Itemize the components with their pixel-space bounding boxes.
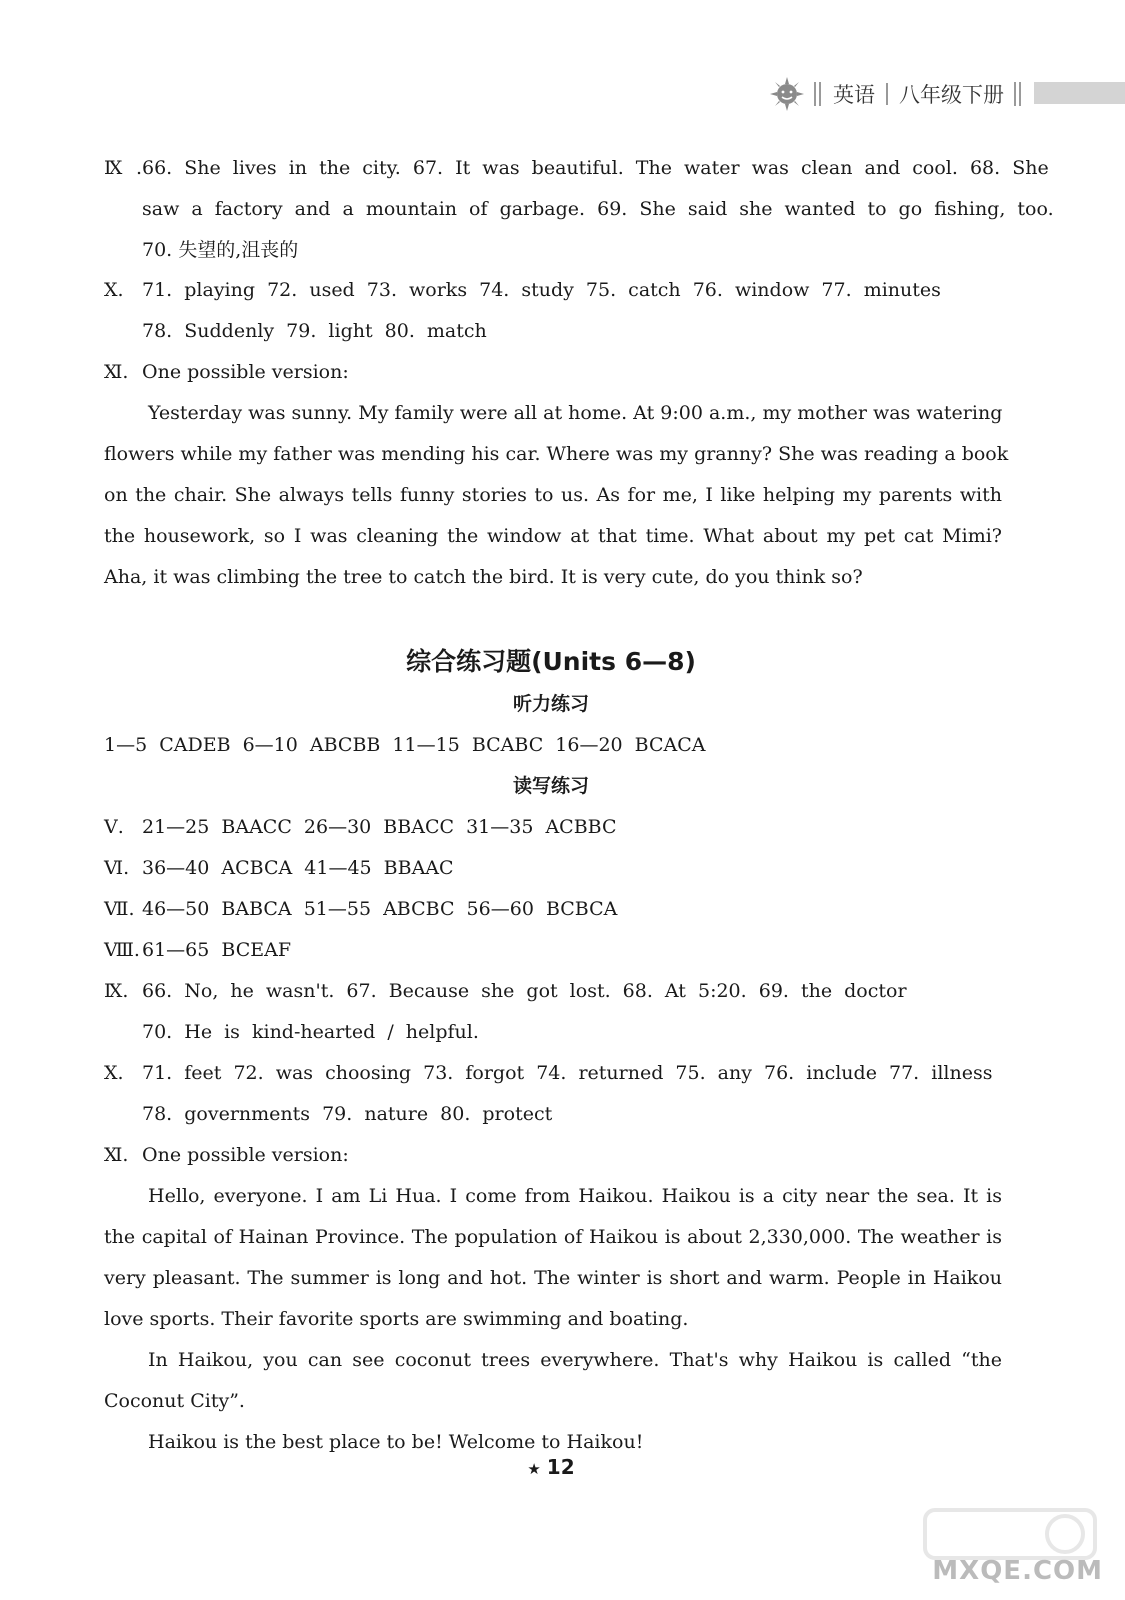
essay-line: Yesterday was sunny. My family were all at home. At 9:00 a.m., my mother was watering [148, 402, 1003, 424]
answer-line: Ⅴ. 21—25 BAACC 26—30 BBACC 31—35 ACBBC [104, 807, 1002, 848]
review-title: 综合练习题(Units 6—8) [406, 647, 696, 676]
roman-numeral: Ⅴ. [104, 816, 124, 838]
roman-numeral: Ⅹ. [104, 1062, 124, 1084]
reading-writing-heading: 读写练习 [512, 775, 589, 797]
roman-numeral: Ⅺ. [104, 1144, 129, 1166]
roman-numeral: Ⅶ. [104, 898, 135, 920]
star-icon: ★ [527, 1460, 541, 1478]
sun-mascot-icon [770, 77, 804, 111]
answer-line: Ⅵ. 36—40 ACBCA 41—45 BBAAC [104, 848, 1002, 889]
header-divider [814, 82, 823, 106]
section-9-answers [104, 148, 1054, 271]
header-subject: 英语 [833, 83, 875, 107]
roman-numeral: Ⅸ. [104, 157, 142, 179]
page-header [770, 74, 1033, 114]
answer-line: Ⅺ. One possible version: [104, 352, 1002, 393]
essay-line: very pleasant. The summer is long and hot. The winter is short and warm. People in Haikou [104, 1267, 1002, 1289]
answer-line: saw a factory and a mountain of garbage. 69. She said she wanted to go fishing, too. [142, 198, 1054, 220]
essay-line: the capital of Hainan Province. The population of Haikou is about 2,330,000. The weather is [104, 1226, 1002, 1248]
roman-numeral: Ⅸ. [104, 980, 129, 1002]
essay-line: the housework, so I was cleaning the window at that time. What about my pet cat Mimi? [104, 525, 1002, 547]
header-grade: 八年级下册 [899, 83, 1004, 107]
header-gray-bar [1034, 82, 1125, 104]
answer-line: 70. 失望的,沮丧的 [142, 239, 299, 261]
answer-line: 78. Suddenly 79. light 80. match [142, 320, 487, 342]
watermark-text: MXQE.COM [932, 1556, 1103, 1586]
answer-line: 1—5 CADEB 6—10 ABCBB 11—15 BCABC 16—20 BCACA [104, 734, 706, 756]
answer-line: Ⅺ. One possible version: [104, 1135, 1002, 1176]
answer-line: Ⅹ. 71. feet 72. was choosing 73. forgot 74. returned 75. any 76. include 77. illness [104, 1053, 1002, 1094]
page-footer [0, 1455, 1102, 1479]
essay-line: flowers while my father was mending his car. Where was my granny? She was reading a book [104, 443, 1009, 465]
roman-numeral: Ⅵ. [104, 857, 130, 879]
header-divider [1014, 82, 1023, 106]
answer-line: 78. governments 79. nature 80. protect [142, 1103, 553, 1125]
roman-numeral: Ⅺ. [104, 361, 129, 383]
answer-line: Ⅷ. 61—65 BCEAF [104, 930, 1002, 971]
essay-line: on the chair. She always tells funny stories to us. As for me, I like helping my parents with [104, 484, 1002, 506]
section-11-writing [104, 352, 1009, 598]
answer-line: 70. He is kind-hearted / helpful. [142, 1021, 479, 1043]
section-10-answers [104, 270, 1002, 352]
listening-answers [104, 725, 1002, 766]
essay-line: In Haikou, you can see coconut trees everywhere. That's why Haikou is called “the [148, 1349, 1002, 1371]
answer-line: Ⅶ. 46—50 BABCA 51—55 ABCBC 56—60 BCBCA [104, 889, 1002, 930]
roman-numeral: Ⅷ. [104, 939, 140, 961]
answer-line: Ⅸ. 66. No, he wasn't. 67. Because she got lost. 68. At 5:20. 69. the doctor [104, 971, 1002, 1012]
listening-heading: 听力练习 [512, 693, 589, 715]
answer-line: Ⅸ.66. She lives in the city. 67. It was beautiful. The water was clean and cool. 68. She [104, 148, 1002, 189]
roman-numeral: Ⅹ. [104, 279, 124, 301]
essay-line: Aha, it was climbing the tree to catch the bird. It is very cute, do you think so? [104, 566, 863, 588]
page-number: 12 [546, 1455, 575, 1479]
header-separator [886, 83, 888, 105]
essay-line: Haikou is the best place to be! Welcome to Haikou! [148, 1431, 644, 1453]
answer-line: Ⅹ. 71. playing 72. used 73. works 74. study 75. catch 76. window 77. minutes [104, 270, 1002, 311]
essay-line: love sports. Their favorite sports are swimming and boating. [104, 1308, 689, 1330]
essay-line: Hello, everyone. I am Li Hua. I come from Haikou. Haikou is a city near the sea. It is [148, 1185, 1002, 1207]
essay-line: Coconut City”. [104, 1390, 245, 1412]
reading-writing-answers [104, 807, 1002, 1463]
